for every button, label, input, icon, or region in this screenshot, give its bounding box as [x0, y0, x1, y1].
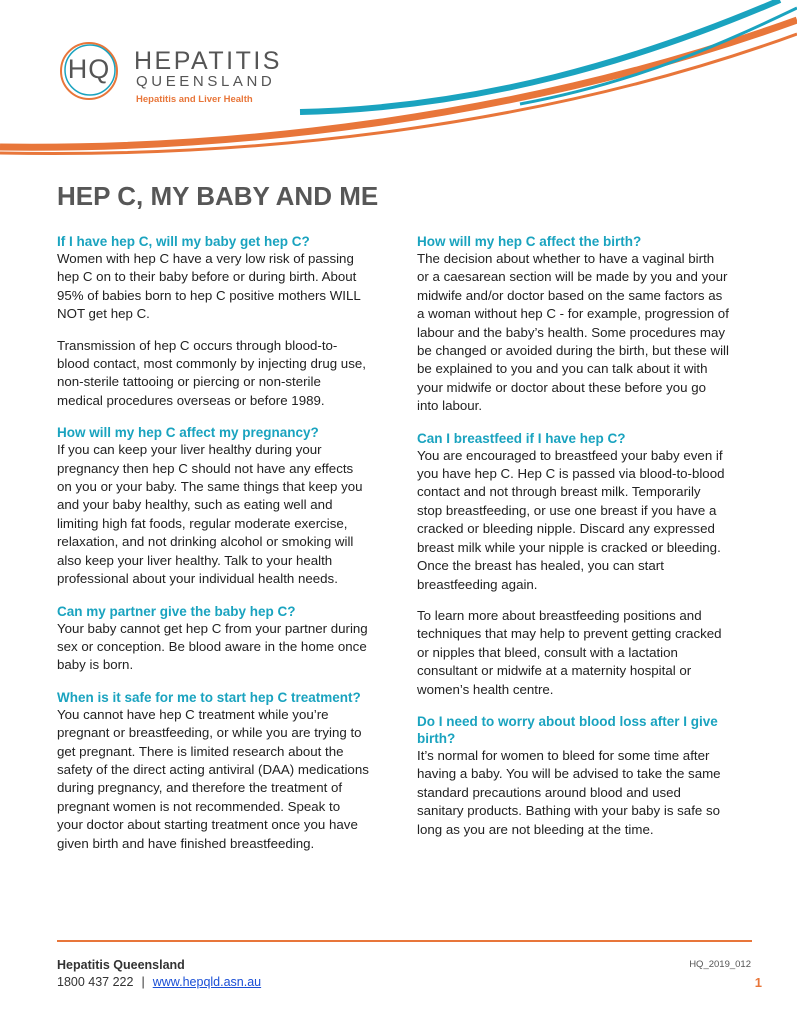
- section-paragraph: Women with hep C have a very low risk of passing hep C on to their baby before or during birth. About 95% of babies born to hep C positive mothers WILL NOT get hep C.: [57, 251, 361, 322]
- website-link[interactable]: www.hepqld.asn.au: [152, 975, 262, 989]
- logo-mark: HQ: [67, 54, 111, 84]
- footer-divider: [57, 940, 752, 942]
- footer-phone: 1800 437 222: [57, 975, 134, 989]
- section-heading: Can I breastfeed if I have hep C?: [417, 430, 626, 446]
- page-number: 1: [754, 975, 762, 990]
- section-heading: How will my hep C affect the birth?: [417, 234, 642, 249]
- footer-contact: [57, 975, 261, 989]
- right-column: [417, 233, 729, 839]
- section-paragraph: You cannot have hep C treatment while you’re pregnant or breastfeeding, or while you are trying to get pregnant. There is limited research about the safety of the direct acting antiviral (DAA) medications during pregnancy, and therefore the treatment of pregnant women is not recommended. Speak to your doctor about starting treatment once you have given birth and have finished breastfeeding.: [57, 706, 369, 851]
- section-paragraph: Your baby cannot get hep C from your partner during sex or conception. Be blood aware in the home once baby is born.: [57, 620, 368, 673]
- footer-separator: |: [141, 975, 145, 989]
- document-code: HQ_2019_012: [689, 959, 751, 970]
- section-heading: Can my partner give the baby hep C?: [57, 603, 296, 619]
- left-column: [57, 233, 369, 853]
- page-title: HEP C, MY BABY AND ME: [57, 181, 379, 211]
- section-heading: Do I need to worry about blood loss after I give birth?: [417, 713, 718, 746]
- section-heading: When is it safe for me to start hep C treatment?: [57, 689, 361, 705]
- logo-subname: QUEENSLAND: [136, 73, 276, 90]
- hepatitis-queensland-logo: [58, 40, 298, 110]
- section-paragraph: Transmission of hep C occurs through blood-to-blood contact, most commonly by injecting drug use, non-sterile tattooing or piercing or non-sterile medical procedures overseas or before 1989.: [57, 337, 366, 408]
- section-paragraph: The decision about whether to have a vaginal birth or a caesarean section will be made by you and your midwife and/or doctor based on the same factors as a woman without hep C - for example, progression of labour and the baby’s health. Some procedures may be changed or avoided during the birth, but these will be explained to you and you can talk about it with your midwife or doctor about these before you go into labour.: [417, 251, 729, 414]
- logo-name: HEPATITIS: [134, 47, 282, 75]
- section-heading: If I have hep C, will my baby get hep C?: [57, 234, 310, 249]
- footer-organisation: Hepatitis Queensland: [57, 958, 185, 972]
- logo-tagline: Hepatitis and Liver Health: [136, 94, 253, 105]
- section-paragraph: To learn more about breastfeeding positions and techniques that may help to prevent getting cracked or nipples that bleed, consult with a lactation consultant or midwife at a maternity hospital or women’s health centre.: [417, 607, 722, 697]
- section-heading: How will my hep C affect my pregnancy?: [57, 425, 319, 441]
- section-paragraph: If you can keep your liver healthy during your pregnancy then hep C should not have any effects on you or your baby. The same things that keep you and your baby healthy, such as eating well and limiting high fat foods, regular moderate exercise, relaxation, and not drinking alcohol or smoking will also keep your liver healthy. Talk to your health professional about your individual health needs.: [57, 442, 363, 587]
- section-paragraph: It’s normal for women to bleed for some time after having a baby. You will be advised to take the same standard precautions around blood and used sanitary products. Bathing with your baby is safe so long as you are not bleeding at the time.: [417, 747, 721, 837]
- section-paragraph: You are encouraged to breastfeed your baby even if you have hep C. Hep C is passed via blood-to-blood contact and not through breast milk. Temporarily stop breastfeeding, or use one breast if you have a cracked or bleeding nipple. Discard any expressed breast milk while your nipple is cracked or bleeding. Once the breast has healed, you can start breastfeeding again.: [417, 447, 725, 592]
